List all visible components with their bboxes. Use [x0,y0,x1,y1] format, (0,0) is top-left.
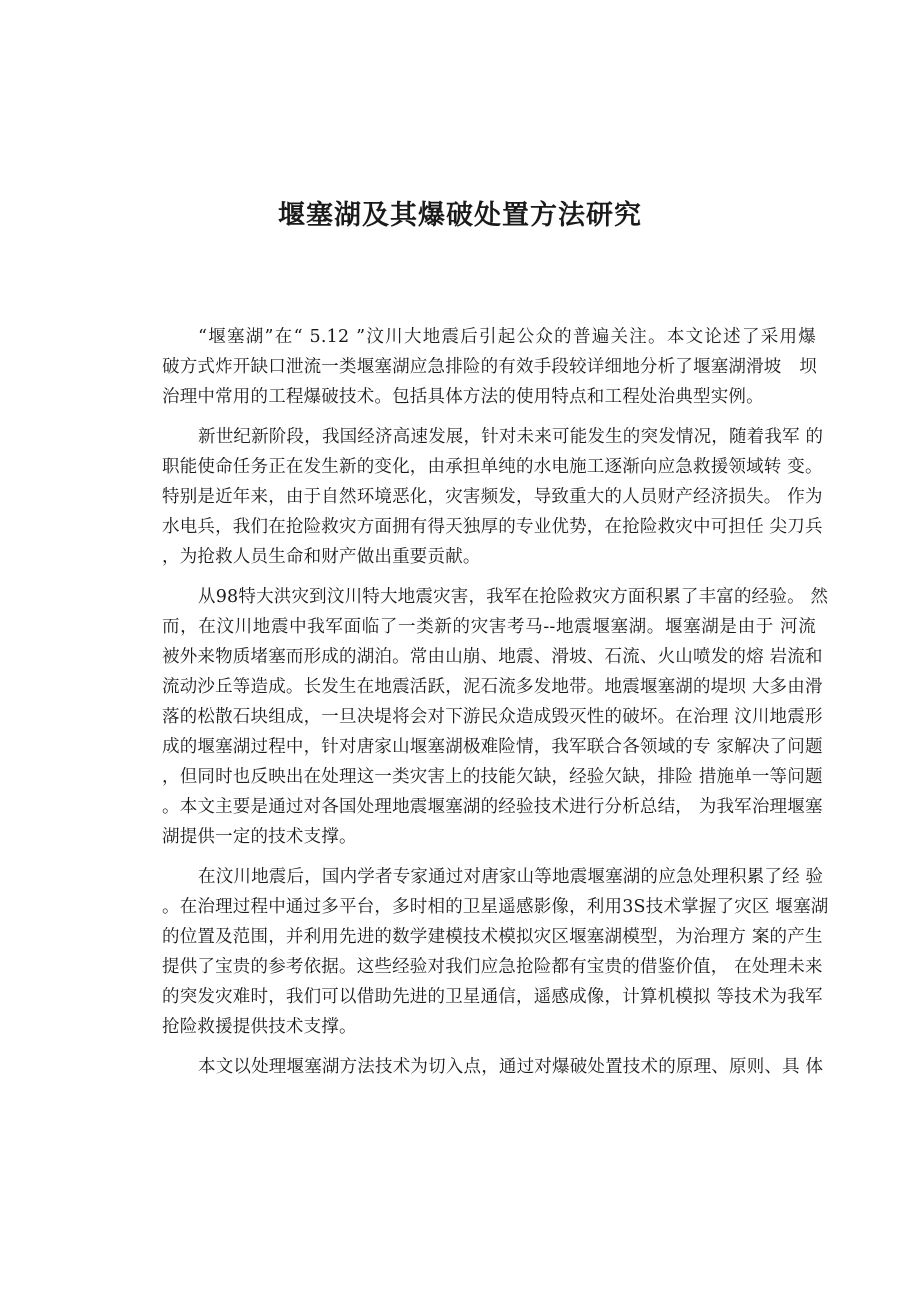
text-line: 流动沙丘等造成。长发生在地震活跃，泥石流多发地带。地震堰塞湖的堤坝 大多由滑 [162,677,823,697]
text-line: 的突发灾难时，我们可以借助先进的卫星通信，遥感成像，计算机模拟 等技术为我军 [162,987,823,1007]
paragraph-abstract [126,322,816,412]
text-line: 抢险救援提供技术支撑。 [162,1017,357,1037]
text-line: 从98特大洪灾到汶川特大地震灾害，我军在抢险救灾方面积累了丰富的经验。 然 [198,587,829,607]
text-line: 特别是近年来，由于自然环境恶化，灾害频发，导致重大的人员财产经济损失。 作为 [162,487,823,507]
text-line: 水电兵，我们在抢险救灾方面拥有得天独厚的专业优势，在抢险救灾中可担任 尖刀兵 [162,517,823,537]
text-line: ，为抢救人员生命和财产做出重要贡献。 [162,547,481,567]
text-line: 提供了宝贵的参考依据。这些经验对我们应急抢险都有宝贵的借鉴价值， 在处理未来 [162,957,823,977]
text-line: 被外来物质堵塞而形成的湖泊。常由山崩、地震、滑坡、石流、火山喷发的熔 岩流和 [162,647,823,667]
paragraph-approach [126,1052,824,1082]
text-line: “堰塞湖”在“ 5.12 ”汶川大地震后引起公众的普遍关注。本文论述了采用爆 [198,327,816,347]
text-line: 成的堰塞湖过程中，针对唐家山堰塞湖极难险情，我军联合各领域的专 家解决了问题 [162,737,823,757]
text-line: 落的松散石块组成，一旦决堤将会对下游民众造成毁灭性的破坏。在治理 汶川地震形 [162,707,823,727]
text-line: 。在治理过程中通过多平台，多时相的卫星遥感影像，利用3S技术掌握了灾区 堰塞湖 [162,897,829,917]
text-line: 湖提供一定的技术支撑。 [162,827,357,847]
document-title: 堰塞湖及其爆破处置方法研究 [278,200,642,231]
paragraph-experience [126,582,829,852]
text-line: 职能使命任务正在发生新的变化，由承担单纯的水电施工逐渐向应急救援领域转 变。 [162,457,823,477]
text-line: 在汶川地震后，国内学者专家通过对唐家山等地震堰塞湖的应急处理积累了经 验 [198,867,824,887]
text-line: 本文以处理堰塞湖方法技术为切入点，通过对爆破处置技术的原理、原则、具 体 [198,1057,824,1077]
text-line: 治理中常用的工程爆破技术。包括具体方法的使用特点和工程处治典型实例。 [162,387,764,407]
text-line: 的位置及范围，并利用先进的数学建模技术模拟灾区堰塞湖模型，为治理方 案的产生 [162,927,823,947]
text-line: 。本文主要是通过对各国处理地震堰塞湖的经验技术进行分析总结， 为我军治理堰塞 [162,797,823,817]
document-body [126,322,829,1092]
paragraph-background [126,422,824,572]
text-line: ，但同时也反映出在处理这一类灾害上的技能欠缺，经验欠缺，排险 措施单一等问题 [162,767,823,787]
paragraph-wenchuan [126,862,829,1042]
text-line: 新世纪新阶段，我国经济高速发展，针对未来可能发生的突发情况，随着我军 的 [198,427,824,447]
text-line: 而，在汶川地震中我军面临了一类新的灾害考马--地震堰塞湖。堰塞湖是由于 河流 [162,617,816,637]
text-line: 破方式炸开缺口泄流一类堰塞湖应急排险的有效手段较详细地分析了堰塞湖滑坡 坝 [162,357,817,377]
